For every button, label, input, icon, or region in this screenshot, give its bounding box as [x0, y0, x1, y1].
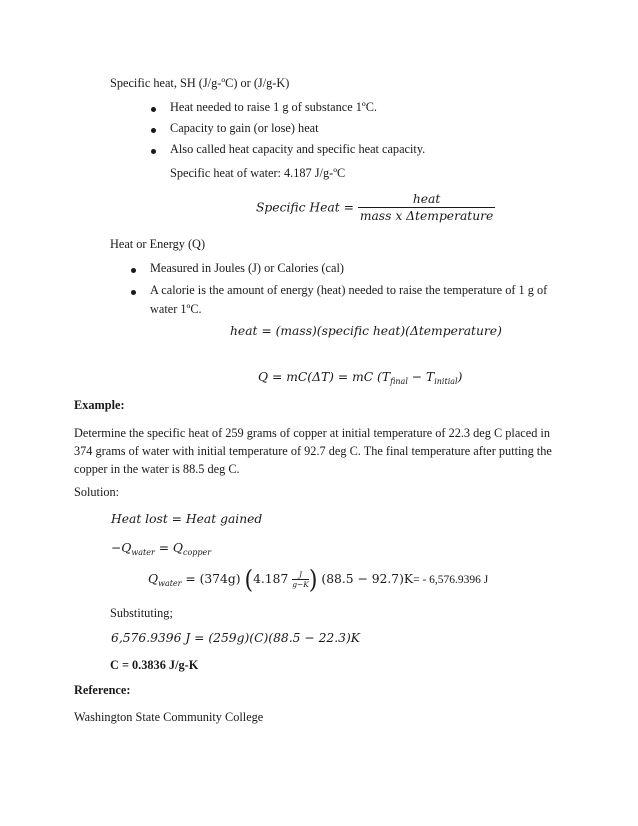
- subscript-initial: initial: [434, 377, 458, 386]
- unit-fraction: [292, 570, 309, 589]
- subscript-water: water: [131, 548, 155, 557]
- solution-label: Solution:: [74, 485, 120, 499]
- substitution-equation: 6,576.9396 J = (259g)(C)(88.5 − 22.3)K: [111, 631, 360, 645]
- heat-lost-equation: Heat lost = Heat gained: [111, 512, 263, 526]
- list-item: Measured in Joules (J) or Calories (cal): [150, 261, 344, 275]
- bullet-icon: [131, 268, 136, 273]
- q-symbol: Q: [148, 572, 159, 586]
- fraction-denominator: mass x Δtemperature: [359, 209, 494, 223]
- problem-line: copper in the water is 88.5 deg C.: [74, 462, 240, 476]
- bullet-icon: [151, 149, 156, 154]
- q-water-equation: [148, 568, 488, 593]
- subscript-copper: copper: [182, 548, 212, 557]
- fraction-numerator: heat: [412, 192, 441, 206]
- heat-energy-heading: Heat or Energy (Q): [110, 237, 206, 251]
- equation-lhs: Specific Heat =: [256, 200, 354, 215]
- problem-line: 374 grams of water with initial temperature of 92.7 deg C. The final temperature after putting the: [74, 444, 552, 458]
- equation-fraction: [358, 192, 496, 223]
- unit-numerator: J: [299, 570, 303, 579]
- water-specific-heat: Specific heat of water: 4.187 J/g-ºC: [170, 166, 346, 180]
- list-item-continuation: water 1ºC.: [150, 302, 202, 316]
- q-equation-minus: − T: [407, 370, 435, 384]
- problem-line: Determine the specific heat of 259 grams of copper at initial temperature of 22.3 deg C placed in: [74, 426, 550, 440]
- specific-heat-equation: [256, 192, 495, 223]
- q-water-term: −Q: [111, 541, 132, 555]
- heat-equation: heat = (mass)(specific heat)(Δtemperature): [230, 324, 502, 338]
- bullet-icon: [151, 128, 156, 133]
- q-equation-main: Q = mC(ΔT) = mC (T: [258, 370, 391, 384]
- reference-label: Reference:: [74, 683, 131, 697]
- list-item: Heat needed to raise 1 g of substance 1ºC.: [170, 100, 377, 114]
- reference-source: Washington State Community College: [74, 710, 264, 724]
- list-item: A calorie is the amount of energy (heat) needed to raise the temperature of 1 g of: [150, 283, 548, 297]
- q-copper-term: = Q: [154, 541, 183, 555]
- subscript-final: final: [390, 377, 408, 386]
- q-equation-end: ): [457, 370, 463, 384]
- left-paren: (: [244, 566, 254, 595]
- list-item: Also called heat capacity and specific heat capacity.: [170, 142, 426, 156]
- q-water-result: = - 6,576.9396 J: [413, 574, 489, 586]
- specific-heat-heading: Specific heat, SH (J/g-ºC) or (J/g-K): [110, 76, 290, 90]
- unit-denominator: g−K: [292, 580, 309, 589]
- q-balance-equation: [111, 541, 211, 557]
- list-item: Capacity to gain (or lose) heat: [170, 121, 319, 135]
- subscript-water: water: [158, 579, 182, 588]
- q-equation: [258, 370, 462, 386]
- mass-term: = (374g): [181, 572, 241, 586]
- example-label: Example:: [74, 398, 125, 412]
- substituting-label: Substituting;: [110, 606, 173, 620]
- bullet-icon: [151, 107, 156, 112]
- temperature-term: (88.5 − 92.7)K: [321, 572, 414, 586]
- right-paren: ): [308, 566, 318, 595]
- answer: C = 0.3836 J/g-K: [110, 658, 199, 672]
- bullet-icon: [131, 290, 136, 295]
- specific-heat-value: 4.187: [253, 572, 289, 586]
